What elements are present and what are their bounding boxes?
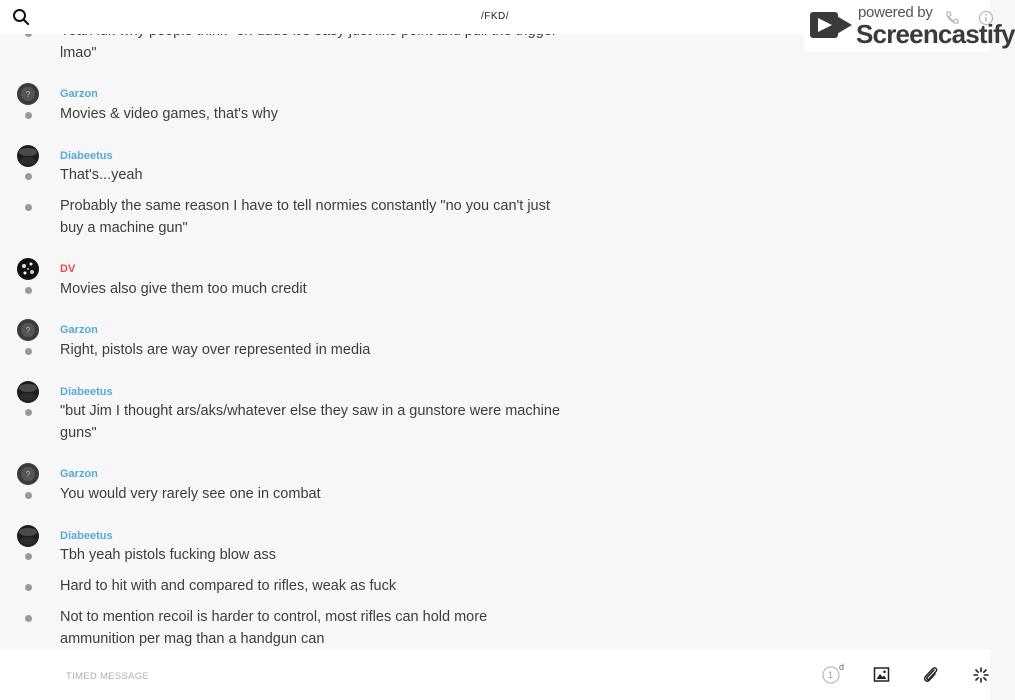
timer-unit: d [839,662,845,672]
composer-bar [0,650,990,700]
message-line: "but Jim I thought ars/aks/whatever else they saw in a gunstore were machine [60,403,561,419]
message-text: Right, pistols are way over represented in media [60,342,371,358]
sparkle-icon [972,666,990,684]
sparkle-button[interactable] [972,666,990,684]
watermark-brand: Screencastify [856,19,1015,49]
message-text: Hard to hit with and compared to rifles, weak as fuck [60,578,397,594]
message-line: guns" [60,424,97,441]
message-text: That's...yeah [60,167,143,183]
author-name[interactable]: Diabeetus [60,530,113,542]
image-button[interactable] [873,666,891,684]
chat-title: /FKD/ [480,11,510,22]
message-line: lmao" [60,44,97,61]
svg-text:?: ? [25,90,31,99]
timer-button[interactable] [821,664,847,686]
avatar-diabeetus[interactable] [17,525,39,547]
author-name[interactable]: Diabeetus [60,386,113,398]
message-dot [25,204,32,211]
author-name[interactable]: Garzon [60,88,98,100]
message-line: Not to mention recoil is harder to control, most rifles can hold more [60,609,488,625]
avatar-diabeetus[interactable] [17,381,39,403]
avatar-garzon[interactable] [17,319,39,341]
avatar-diabeetus[interactable] [17,145,39,167]
message-dot [25,287,32,294]
message-dot [25,348,32,355]
phone-icon[interactable] [944,10,960,26]
message-text [60,196,560,239]
message-text [60,607,560,650]
svg-text:?: ? [25,470,31,479]
message-text: Movies also give them too much credit [60,281,307,297]
message-line: buy a machine gun" [60,219,188,236]
message-dot [25,615,32,622]
info-icon[interactable] [978,10,994,26]
message-text: Tbh yeah pistols fucking blow ass [60,547,276,563]
message-line: ammunition per mag than a handgun can [60,630,325,647]
author-name[interactable]: Diabeetus [60,150,113,162]
svg-text:?: ? [25,326,31,335]
avatar-garzon[interactable] [17,83,39,105]
message-dot [25,112,32,119]
watermark-powered-by: powered by [858,4,933,21]
message-dot [25,492,32,499]
avatar-garzon[interactable] [17,463,39,485]
message-text: You would very rarely see one in combat [60,486,321,502]
timed-message-input[interactable] [66,668,766,684]
message-dot [25,173,32,180]
paperclip-icon [922,665,940,685]
screencastify-logo-icon [808,8,854,44]
message-text [60,401,560,444]
message-line: Probably the same reason I have to tell normies constantly "no you can't just [60,198,550,214]
image-icon [873,666,891,684]
message-dot [25,584,32,591]
message-dot [25,409,32,416]
attach-button[interactable] [922,665,940,685]
avatar-dv[interactable] [17,258,39,280]
message-text: Movies & video games, that's why [60,106,278,122]
screencastify-watermark [804,0,1015,52]
author-name[interactable]: Garzon [60,324,98,336]
author-name[interactable]: DV [60,263,76,275]
timer-value: 1 [828,670,834,680]
author-name[interactable]: Garzon [60,468,98,480]
message-dot [25,553,32,560]
